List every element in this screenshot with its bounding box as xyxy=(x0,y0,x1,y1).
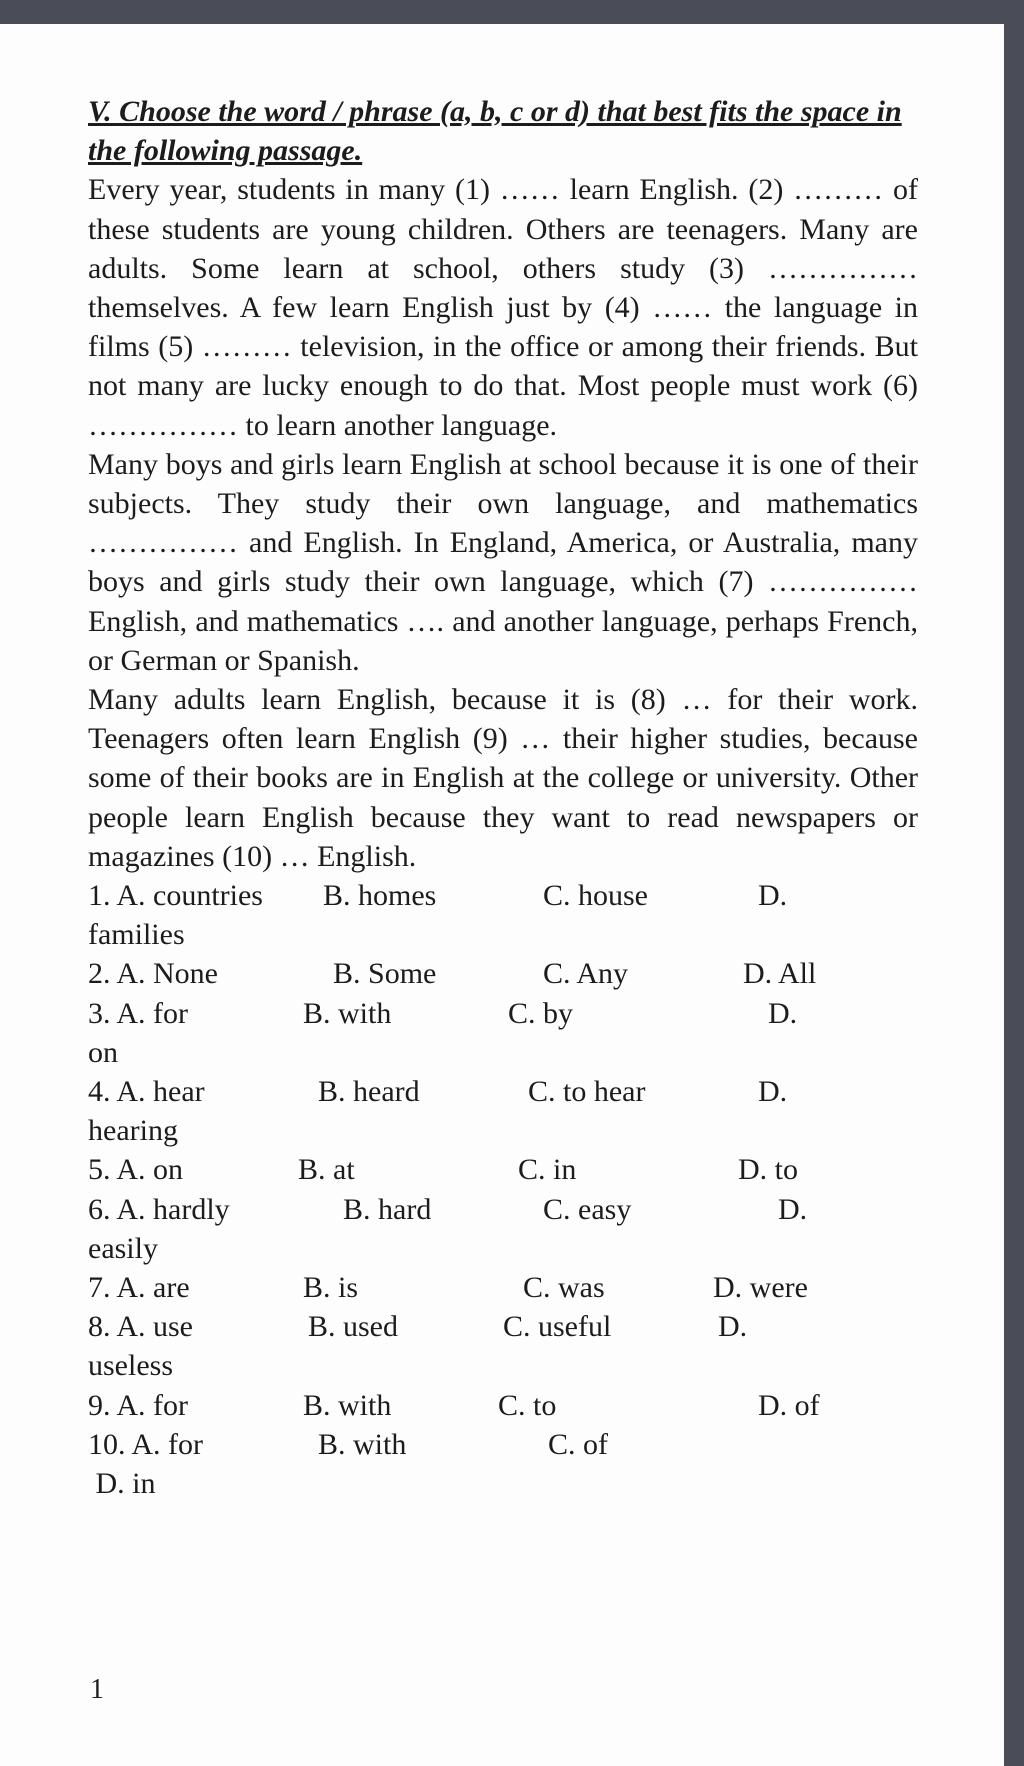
option-wrap-text[interactable]: families xyxy=(88,918,185,952)
question-8 xyxy=(88,1307,918,1346)
option-a[interactable]: 2. A. None xyxy=(88,957,218,991)
option-c[interactable]: C. Any xyxy=(543,957,629,991)
document-content xyxy=(88,92,918,1503)
option-a[interactable]: 3. A. for xyxy=(88,996,188,1030)
option-wrap-text[interactable]: on xyxy=(88,1035,118,1069)
option-wrap-text[interactable]: D. in xyxy=(88,1466,156,1500)
option-b[interactable]: B. Some xyxy=(333,957,437,991)
option-b[interactable]: B. is xyxy=(303,1270,359,1304)
option-c[interactable]: C. easy xyxy=(543,1192,632,1226)
option-d[interactable]: D. xyxy=(768,996,798,1030)
question-10 xyxy=(88,1425,918,1464)
question-3 xyxy=(88,994,918,1033)
question-5 xyxy=(88,1150,918,1189)
option-b[interactable]: B. at xyxy=(298,1153,355,1187)
option-d[interactable]: D. of xyxy=(758,1388,820,1422)
exercise-title: V. Choose the word / phrase (a, b, c or d) that best fits the space in the following passage. xyxy=(88,95,902,168)
question-4 xyxy=(88,1072,918,1111)
option-a[interactable]: 4. A. hear xyxy=(88,1075,205,1108)
option-a[interactable]: 8. A. use xyxy=(88,1310,193,1344)
option-a[interactable]: 5. A. on xyxy=(88,1153,184,1187)
passage-paragraph-3: Many adults learn English, because it is (8) … for their work. Teenagers often learn English (9) … their higher studies, because some of their books are in English at the college or university. Other people learn English because they want to read newspapers or magazines (10) … English. xyxy=(88,683,918,873)
document-page xyxy=(0,24,1004,1766)
option-a[interactable]: 10. A. for xyxy=(88,1427,203,1461)
question-7 xyxy=(88,1268,918,1307)
option-a[interactable]: 9. A. for xyxy=(88,1388,188,1422)
option-c[interactable]: C. to xyxy=(498,1388,557,1422)
question-1 xyxy=(88,876,918,915)
option-d[interactable]: D. All xyxy=(743,957,817,991)
option-b[interactable]: B. used xyxy=(308,1310,398,1344)
option-b[interactable]: B. with xyxy=(303,996,392,1030)
option-d[interactable]: D. xyxy=(718,1310,748,1344)
question-6 xyxy=(88,1190,918,1229)
option-b[interactable]: B. with xyxy=(303,1388,392,1422)
option-wrap-text[interactable]: hearing xyxy=(88,1114,178,1148)
option-a[interactable]: 7. A. are xyxy=(88,1270,190,1304)
option-d[interactable]: D. xyxy=(758,879,788,913)
option-c[interactable]: C. was xyxy=(523,1270,605,1304)
option-wrap-text[interactable]: easily xyxy=(88,1231,158,1265)
window-top-bar xyxy=(0,0,1024,24)
option-b[interactable]: B. homes xyxy=(323,879,437,913)
option-a[interactable]: 1. A. countries xyxy=(88,879,263,913)
option-wrap-text[interactable]: useless xyxy=(88,1349,173,1383)
page-number: 1 xyxy=(90,1674,104,1705)
option-d[interactable]: D. were xyxy=(713,1270,808,1304)
option-b[interactable]: B. with xyxy=(318,1427,407,1461)
passage-paragraph-1: Every year, students in many (1) …… learn English. (2) ……… of these students are young children. Others are teenagers. Many are adults. Some learn at school, others study (3) …………… themselves. A few learn English just by (4) …… the language in films (5) ……… television, in the office or among their friends. But not many are lucky enough to do that. Most people must work (6) …………… to learn another language. xyxy=(88,173,918,442)
answer-options-list xyxy=(88,876,918,1503)
option-b[interactable]: B. hard xyxy=(343,1192,432,1226)
option-b[interactable]: B. heard xyxy=(318,1075,420,1108)
option-a[interactable]: 6. A. hardly xyxy=(88,1192,230,1226)
option-c[interactable]: C. by xyxy=(508,996,574,1030)
option-c[interactable]: C. of xyxy=(548,1427,608,1461)
option-d[interactable]: D. xyxy=(758,1075,788,1108)
option-c[interactable]: C. useful xyxy=(503,1310,612,1344)
option-d[interactable]: D. to xyxy=(738,1153,798,1187)
question-9 xyxy=(88,1386,918,1425)
option-c[interactable]: C. in xyxy=(518,1153,577,1187)
passage-paragraph-2: Many boys and girls learn English at school because it is one of their subjects. They study their own language, and mathematics …………… and English. In England, America, or Australia, many boys and girls study their own language, which (7) …………… English, and mathematics …. and another language, perhaps French, or German or Spanish. xyxy=(88,447,918,677)
option-c[interactable]: C. to hear xyxy=(528,1075,646,1108)
option-d[interactable]: D. xyxy=(778,1192,808,1226)
question-2 xyxy=(88,954,918,993)
option-c[interactable]: C. house xyxy=(543,879,648,913)
